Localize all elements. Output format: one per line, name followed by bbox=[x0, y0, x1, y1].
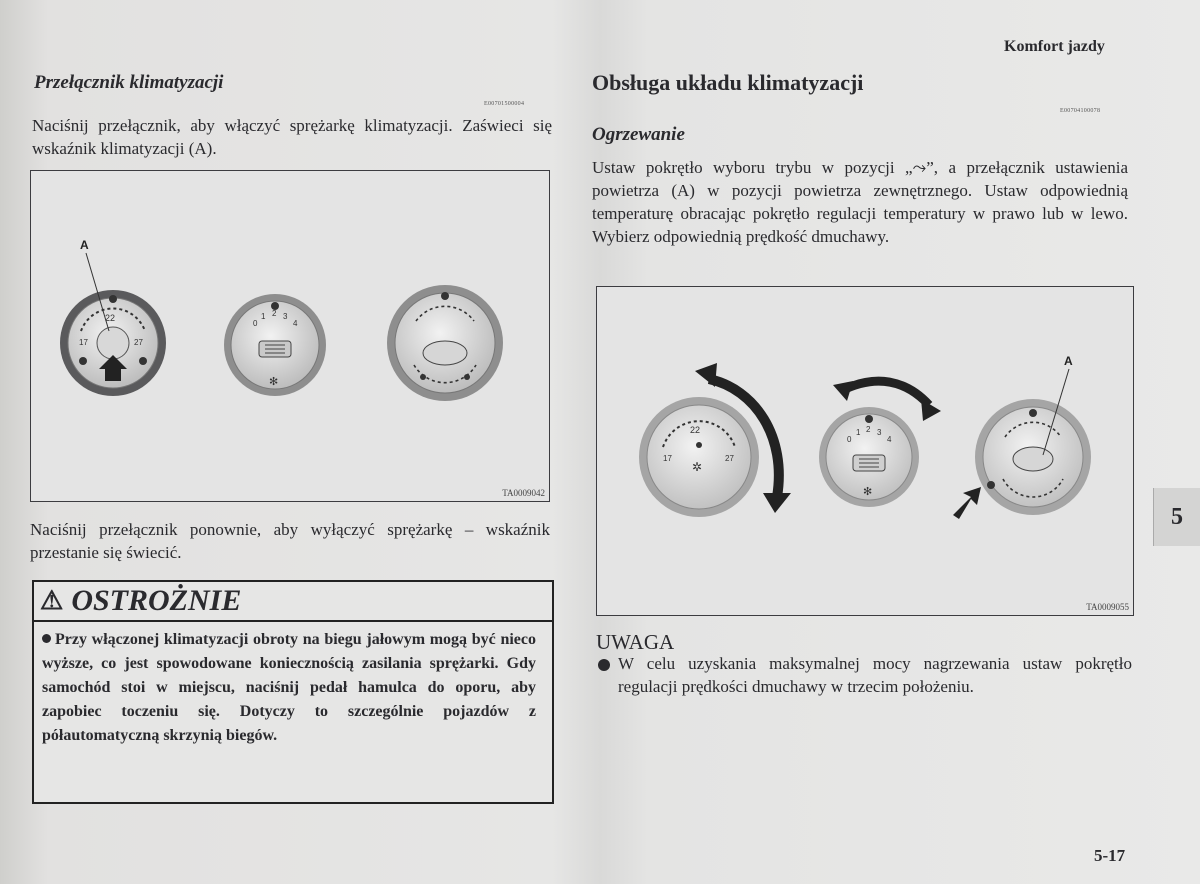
warning-triangle-icon: ⚠ bbox=[40, 586, 64, 615]
paragraph: Naciśnij przełącznik, aby włączyć sprężarkę klimatyzacji. Zaświeci się wskaźnik klimatyzacji (A). bbox=[32, 116, 552, 158]
subheading: Ogrzewanie bbox=[592, 124, 685, 145]
dial-mark: 3 bbox=[283, 312, 288, 321]
figure-heating bbox=[596, 286, 1134, 616]
figure-ac-switch bbox=[30, 170, 550, 502]
fan-icon: ✻ bbox=[863, 486, 873, 498]
note-text-block bbox=[618, 652, 1132, 698]
dial-mark: 22 bbox=[105, 313, 116, 323]
reference-code: E00701500004 bbox=[484, 101, 525, 107]
fan-icon: ✻ bbox=[269, 376, 279, 388]
dial-mark: 27 bbox=[725, 454, 734, 463]
mode-dial bbox=[387, 285, 503, 401]
mode-dial bbox=[975, 399, 1091, 515]
section-heading: Przełącznik klimatyzacji bbox=[34, 72, 224, 93]
page-title: Obsługa układu klimatyzacji bbox=[592, 70, 864, 95]
dial-mark: 2 bbox=[272, 309, 277, 318]
left-page bbox=[14, 6, 584, 884]
paragraph: Naciśnij przełącznik ponownie, aby wyłączyć sprężarkę – wskaźnik przestanie się świecić. bbox=[30, 520, 550, 562]
dial-mark: 4 bbox=[293, 319, 298, 328]
press-arrow-icon bbox=[953, 487, 981, 519]
dial-mark: 0 bbox=[847, 435, 852, 444]
callout-label: A bbox=[80, 238, 89, 252]
running-header: Komfort jazdy bbox=[1004, 38, 1105, 55]
fan-speed-dial bbox=[224, 294, 326, 396]
rotate-arrow-icon bbox=[841, 381, 929, 405]
bullet-icon bbox=[598, 659, 610, 671]
fan-speed-dial bbox=[819, 407, 919, 507]
figure-id: TA0009042 bbox=[502, 488, 545, 498]
right-page bbox=[584, 6, 1200, 884]
dial-mark: 27 bbox=[134, 338, 143, 347]
dial-mark: 0 bbox=[253, 319, 258, 328]
dial-mark: 1 bbox=[261, 312, 266, 321]
reference-code: E00704100078 bbox=[1060, 108, 1101, 114]
temperature-dial bbox=[639, 397, 759, 517]
note-text: W celu uzyskania maksymalnej mocy nagrzewania ustaw pokrętło regulacji prędkości dmuchawy w trzecim położeniu. bbox=[618, 654, 1132, 696]
note-title: UWAGA bbox=[596, 630, 675, 654]
caution-text-block bbox=[34, 622, 552, 752]
dial-mark: 1 bbox=[856, 428, 861, 437]
heating-controls-illustration bbox=[597, 287, 1133, 615]
snowflake-icon: ✲ bbox=[692, 460, 703, 474]
callout-label: A bbox=[1064, 354, 1073, 368]
caution-box bbox=[32, 580, 554, 804]
caution-header bbox=[34, 582, 552, 622]
dial-mark: 22 bbox=[690, 425, 701, 435]
chapter-tab: 5 bbox=[1153, 488, 1200, 546]
temperature-dial bbox=[60, 290, 166, 396]
dial-mark: 2 bbox=[866, 425, 871, 434]
page-number: 5-17 bbox=[1094, 846, 1126, 865]
dial-mark: 17 bbox=[663, 454, 672, 463]
bullet-icon bbox=[42, 634, 51, 643]
dial-mark: 4 bbox=[887, 435, 892, 444]
caution-text: Przy włączonej klimatyzacji obroty na biegu jałowym mogą być nieco wyższe, co jest spowodowane koniecznością zasilania sprężarki. Gdy samochód stoi w miejscu, naciśnij pedał hamulca do oporu, aby zapobiec toczeniu się. Dotyczy to szczególnie pojazdów z półautomatyczną skrzynią biegów. bbox=[42, 631, 536, 744]
dial-mark: 3 bbox=[877, 428, 882, 437]
control-panel-illustration bbox=[31, 171, 549, 501]
dial-mark: 17 bbox=[79, 338, 88, 347]
caution-title: OSTROŻNIE bbox=[71, 584, 242, 617]
figure-id: TA0009055 bbox=[1086, 602, 1129, 612]
paragraph: Ustaw pokrętło wyboru trybu w pozycji „⤳”, a przełącznik ustawienia powietrza (A) w pozycji powietrza zewnętrznego. Ustaw odpowiednią temperaturę obracając pokrętło regulacji temperatury w prawo lub w lewo. Wybierz odpowiednią prędkość dmuchawy. bbox=[592, 158, 1128, 246]
